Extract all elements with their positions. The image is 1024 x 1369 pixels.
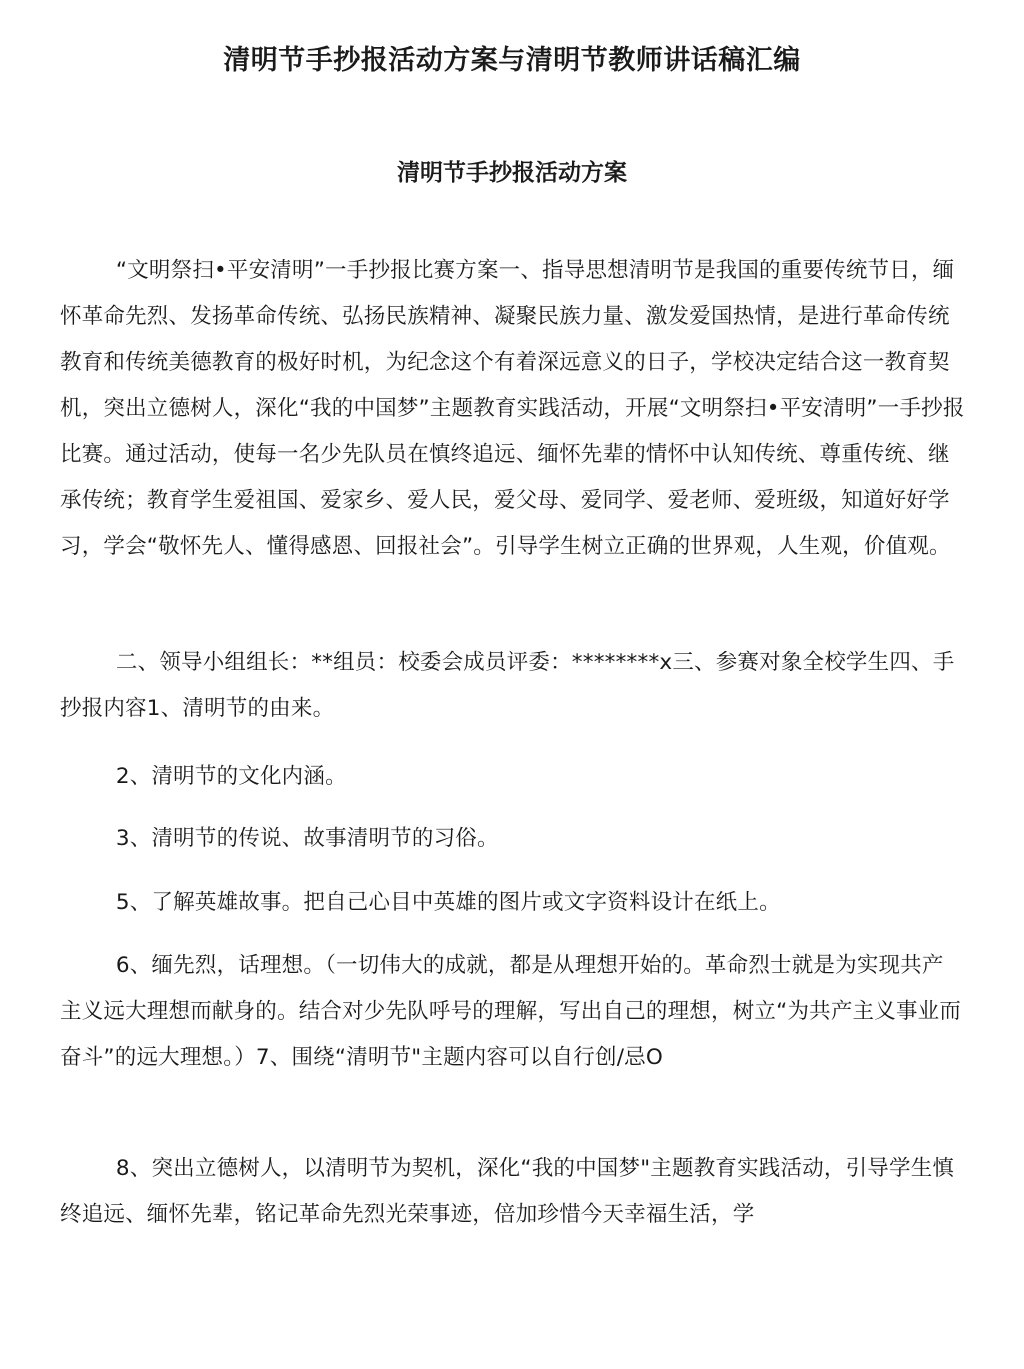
paragraph-item-6: 6、缅先烈，话理想。（一切伟大的成就，都是从理想开始的。革命烈士就是为实现共产主义远大理想而献身的。结合对少先队呼号的理解，写出自己的理想，树立“为共产主义事业而奋斗”的远大理想。）7、围绕“清明节"主题内容可以自行创/忌O [60, 953, 962, 1070]
document-title: 清明节手抄报活动方案与清明节教师讲话稿汇编 [223, 45, 801, 76]
paragraph-item-5: 5、了解英雄故事。把自己心目中英雄的图片或文字资料设计在纸上。 [115, 890, 781, 915]
paragraph-item-3: 3、清明节的传说、故事清明节的习俗。 [115, 826, 499, 851]
paragraph-item-8: 8、突出立德树人，以清明节为契机，深化“我的中国梦"主题教育实践活动，引导学生慎终追远、缅怀先辈，铭记革命先烈光荣事迹，倍加珍惜今天幸福生活，学 [60, 1156, 955, 1227]
paragraph-leadership-group: 二、领导小组组长：**组员：校委会成员评委：********x三、参赛对象全校学生四、手抄报内容1、清明节的由来。 [60, 650, 955, 721]
paragraph-guiding-ideology: “文明祭扫•平安清明”一手抄报比赛方案一、指导思想清明节是我国的重要传统节日，缅怀革命先烈、发扬革命传统、弘扬民族精神、凝聚民族力量、激发爱国热情，是进行革命传统教育和传统美德教育的极好时机，为纪念这个有着深远意义的日子，学校决定结合这一教育契机，突出立德树人，深化“我的中国梦”主题教育实践活动，开展“文明祭扫•平安清明”一手抄报比赛。通过活动，使每一名少先队员在慎终追远、缅怀先辈的情怀中认知传统、尊重传统、继承传统；教育学生爱祖国、爱家乡、爱人民，爱父母、爱同学、爱老师、爱班级，知道好好学习，学会“敬怀先人、懂得感恩、回报社会”。引导学生树立正确的世界观，人生观，价值观。 [60, 258, 965, 559]
paragraph-item-2: 2、清明节的文化内涵。 [115, 764, 347, 789]
section-title: 清明节手抄报活动方案 [397, 160, 627, 186]
